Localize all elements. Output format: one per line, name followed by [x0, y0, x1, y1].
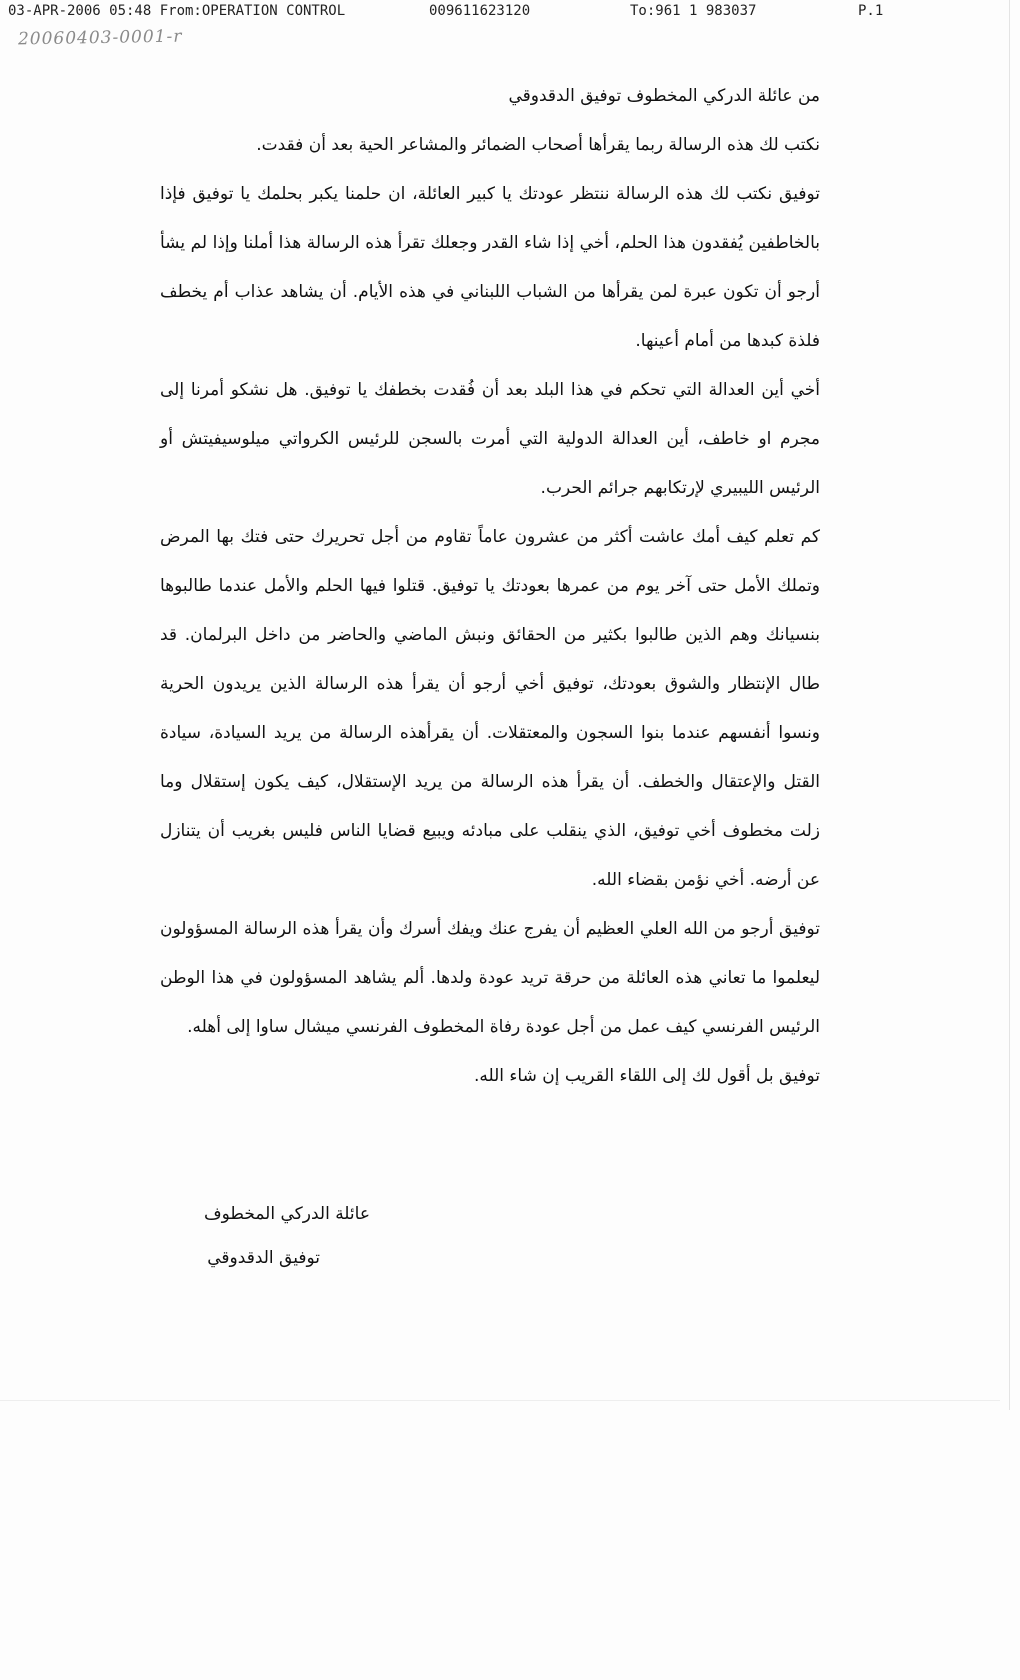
- letter-paragraph: توفيق أرجو من الله العلي العظيم أن يفرج عنك ويفك أسرك وأن يقرأ هذه الرسالة المسؤولون ليعلموا ما تعاني هذه العائلة من حرقة تريد عودة ولدها. ألم يشاهد المسؤولون في هذا الوطن الرئيس الفرنسي كيف عمل من أجل عودة رفاة المخطوف الفرنسي ميشال ساوا إلى أهله.: [160, 919, 820, 1037]
- fax-header-recipient: To:961 1 983037: [630, 3, 757, 19]
- scan-bottom-line: [0, 1400, 1000, 1401]
- letter-paragraph: كم تعلم كيف أمك عاشت أكثر من عشرون عاماً تقاوم من أجل تحريرك حتى فتك بها المرض وتملك الأمل حتى آخر يوم من عمرها بعودتك يا توفيق. قتلوا فيها الحلم والأمل عندما طالبوها بنسيانك وهم الذين طالبوا بكثير من الحقائق ونبش الماضي والحاضر من داخل البرلمان. قد طال الإنتظار والشوق بعودتك، توفيق أخي أرجو أن يقرأ هذه الرسالة الذين يريدون الحرية ونسوا أنفسهم عندما بنوا السجون والمعتقلات. أن يقرأهذه الرسالة من يريد السيادة، سيادة القتل والإعتقال والخطف. أن يقرأ هذه الرسالة من يريد الإستقلال، كيف يكون إستقلال وما زلت مخطوف أخي توفيق، الذي ينقلب على مبادئه ويبيع قضايا الناس فليس بغريب أن يتنازل عن أرضه. أخي نؤمن بقضاء الله.: [160, 527, 820, 890]
- signature-line: عائلة الدركي المخطوف: [204, 1204, 370, 1224]
- letter-paragraph: أخي أين العدالة التي تحكم في هذا البلد بعد أن فُقدت بخطفك يا توفيق. هل نشكو أمرنا إلى مجرم او خاطف، أين العدالة الدولية التي أمرت بالسجن للرئيس الكرواتي ميلوسيفيتش أو الرئيس الليبيري لإرتكابهم جرائم الحرب.: [160, 380, 820, 498]
- scan-edge-line: [1009, 0, 1010, 1410]
- signature-line: توفيق الدقدوقي: [207, 1248, 320, 1268]
- fax-header-number: 009611623120: [429, 3, 531, 19]
- letter-paragraph: نكتب لك هذه الرسالة ربما يقرأها أصحاب الضمائر والمشاعر الحية بعد أن فقدت.: [256, 135, 820, 155]
- fax-header-datetime-from: 03-APR-2006 05:48 From:OPERATION CONTROL: [8, 3, 346, 19]
- letter-body: [160, 72, 820, 1101]
- letter-paragraph: توفيق نكتب لك هذه الرسالة ننتظر عودتك يا كبير العائلة، ان حلمنا يكبر بحلمك يا توفيق فإذا بالخاطفين يُفقدون هذا الحلم، أخي إذا شاء القدر وجعلك تقرأ هذه الرسالة هذا أملنا وإذا لم يشأ أرجو أن تكون عبرة لمن يقرأها من الشباب اللبناني في هذه الأيام. أن يشاهد عذاب أم يخطف فلذة كبدها من أمام أعينها.: [160, 184, 820, 351]
- letter-paragraph: توفيق بل أقول لك إلى اللقاء القريب إن شاء الله.: [473, 1066, 820, 1086]
- fax-header-page: P.1: [858, 3, 884, 19]
- letter-signature: [170, 1192, 370, 1280]
- handwritten-reference: 20060403-0001-r: [17, 26, 183, 50]
- letter-salutation: من عائلة الدركي المخطوف توفيق الدقدوقي: [508, 86, 820, 106]
- fax-header: [8, 3, 888, 23]
